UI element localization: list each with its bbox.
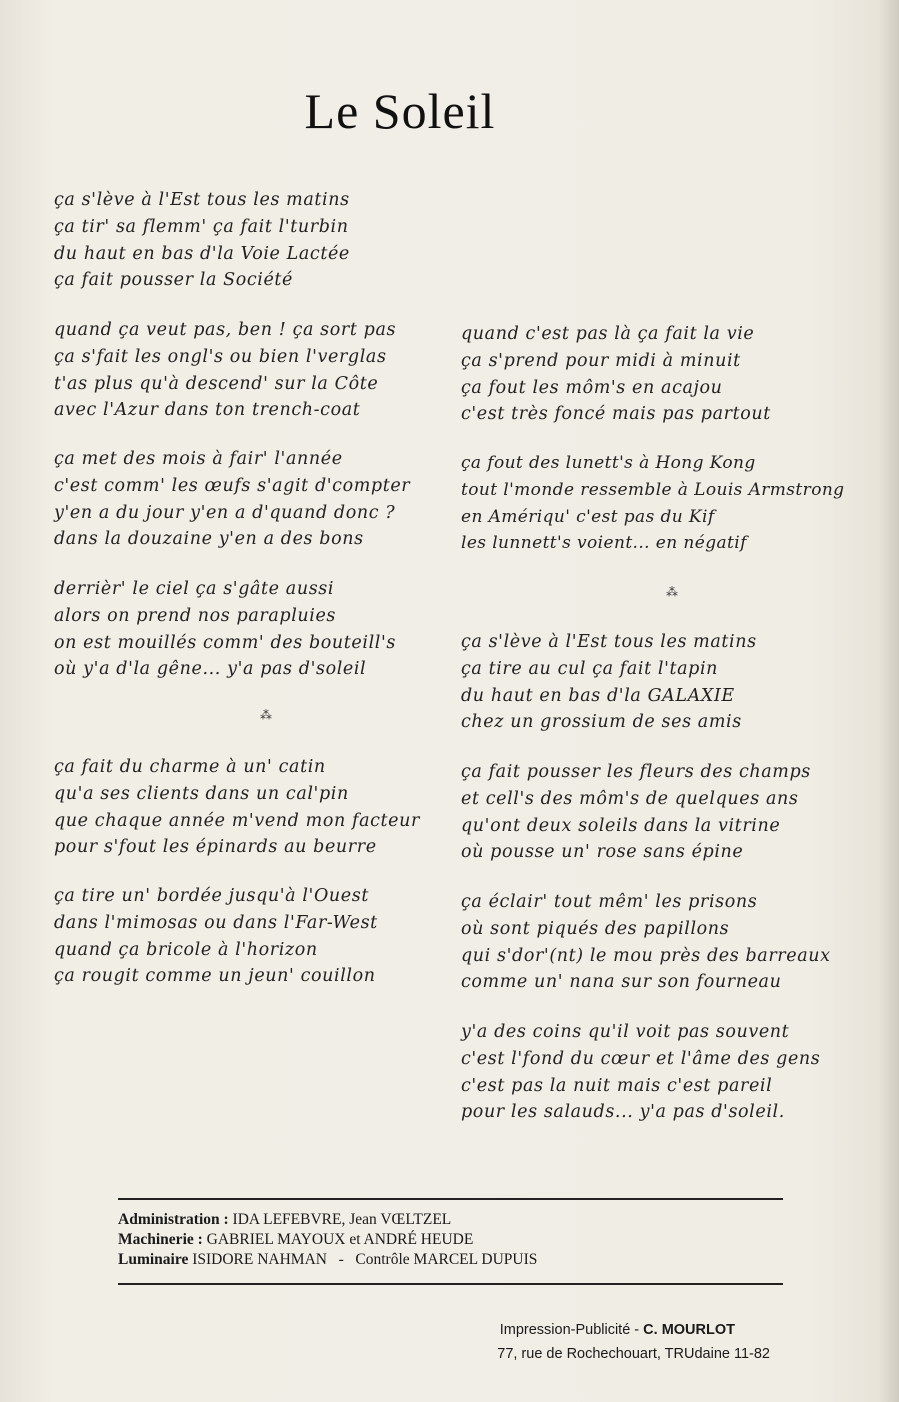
verse-line: ça met des mois à fair' l'année [54, 449, 343, 469]
verse-line: ça tire au cul ça fait l'tapin [461, 658, 719, 679]
verse-line: qui s'dor'(nt) le mou près des barreaux [461, 945, 831, 966]
credits-label: Contrôle [355, 1251, 410, 1268]
verse-line: ça tir' sa flemm' ça fait l'turbin [54, 216, 349, 237]
credits-top-rule [118, 1198, 783, 1200]
page-title: Le Soleil [304, 83, 496, 139]
verse-line: qu'a ses clients dans un cal'pin [54, 783, 349, 804]
printer-phone: TRUdaine 11-82 [664, 1346, 770, 1362]
credits-names: IDA LEFEBVRE, Jean VŒLTZEL [232, 1211, 452, 1228]
verse-line: t'as plus qu'à descend' sur la Côte [54, 373, 379, 394]
verse-line: ça s'lève à l'Est tous les matins [54, 190, 350, 210]
stanza-right-4 [461, 759, 811, 866]
verse-line: et cell's des môm's de quelques ans [461, 788, 799, 809]
verse-line: pour s'fout les épinards au beurre [54, 837, 377, 858]
verse-line: ça fait pousser la Société [54, 270, 294, 291]
verse-line: ça s'lève à l'Est tous les matins [461, 632, 757, 652]
verse-line: ça s'fait les ongl's ou bien l'verglas [54, 346, 387, 367]
verse-line: on est mouillés comm' des bouteill's [54, 632, 396, 653]
printer-address: 77, rue de Rochechouart, [497, 1346, 661, 1362]
verse-line: derrièr' le ciel ça s'gâte aussi [54, 579, 335, 599]
printer-line-2 [0, 1342, 770, 1366]
stanza-right-2 [461, 450, 844, 557]
verse-line: quand c'est pas là ça fait la vie [461, 324, 755, 344]
asterism-separator: ⁂ [260, 708, 272, 722]
credits-bottom-rule [118, 1283, 783, 1285]
verse-line: en Amériqu' c'est pas du Kif [461, 506, 715, 527]
verse-line: qu'ont deux soleils dans la vitrine [461, 815, 781, 836]
verse-line: y'en a du jour y'en a d'quand donc ? [54, 502, 396, 523]
verse-line: c'est très foncé mais pas partout [461, 404, 771, 425]
verse-line: dans l'mimosas ou dans l'Far-West [54, 912, 378, 933]
verse-line: que chaque année m'vend mon facteur [54, 810, 420, 831]
asterism-separator: ⁂ [666, 585, 678, 599]
verse-line: les lunnett's voient... en négatif [461, 533, 747, 554]
printer-label: Impression-Publicité - [499, 1322, 640, 1338]
verse-line: c'est pas la nuit mais c'est pareil [461, 1075, 773, 1096]
verse-line: ça fait pousser les fleurs des champs [461, 762, 811, 782]
verse-line: ça fout les môm's en acajou [461, 377, 723, 398]
stanza-right-5 [461, 889, 831, 996]
verse-line: où y'a d'la gêne... y'a pas d'soleil [54, 659, 367, 680]
credits-label: Luminaire [118, 1251, 189, 1268]
stanza-left-6 [54, 883, 378, 990]
printer-name: C. MOURLOT [643, 1322, 735, 1338]
stanza-left-3 [54, 446, 410, 553]
printer-line-1 [0, 1318, 735, 1342]
verse-line: ça fout des lunett's à Hong Kong [461, 453, 756, 473]
verse-line: y'a des coins qu'il voit pas souvent [461, 1022, 790, 1042]
verse-line: ça fait du charme à un' catin [54, 757, 326, 777]
credits-luminaire [118, 1250, 537, 1270]
verse-line: pour les salauds... y'a pas d'soleil. [461, 1102, 785, 1123]
credits-names: MARCEL DUPUIS [413, 1251, 538, 1268]
stanza-left-4 [54, 576, 396, 683]
verse-line: du haut en bas d'la GALAXIE [461, 685, 735, 706]
verse-line: où sont piqués des papillons [461, 918, 730, 939]
verse-line: ça tire un' bordée jusqu'à l'Ouest [54, 886, 369, 906]
stanza-left-1 [54, 187, 350, 294]
credits-dash: - [338, 1251, 344, 1268]
verse-line: comme un' nana sur son fourneau [461, 972, 782, 993]
verse-line: quand ça bricole à l'horizon [54, 939, 318, 960]
verse-line: ça s'prend pour midi à minuit [461, 350, 741, 371]
credits-names: GABRIEL MAYOUX et ANDRÉ HEUDE [206, 1231, 474, 1248]
credits-block [118, 1210, 537, 1270]
verse-line: chez un grossium de ses amis [461, 712, 742, 733]
credits-label: Machinerie : [118, 1231, 203, 1248]
stanza-right-6 [461, 1019, 820, 1126]
verse-line: tout l'monde ressemble à Louis Armstrong [461, 479, 845, 500]
stanza-right-3 [461, 629, 757, 736]
verse-line: quand ça veut pas, ben ! ça sort pas [54, 320, 397, 340]
verse-line: du haut en bas d'la Voie Lactée [54, 243, 350, 264]
stanza-left-5 [54, 754, 420, 861]
credits-label: Administration : [118, 1211, 229, 1228]
stanza-left-2 [54, 317, 396, 424]
page-edge-shadow [879, 0, 899, 1402]
credits-machinerie [118, 1230, 537, 1250]
verse-line: c'est l'fond du cœur et l'âme des gens [461, 1048, 821, 1069]
stanza-right-1 [461, 321, 771, 428]
verse-line: où pousse un' rose sans épine [461, 842, 744, 863]
verse-line: dans la douzaine y'en a des bons [54, 529, 364, 550]
verse-line: ça éclair' tout mêm' les prisons [461, 892, 758, 912]
credits-names: ISIDORE NAHMAN [192, 1251, 327, 1268]
verse-line: c'est comm' les œufs s'agit d'compter [54, 475, 411, 496]
credits-administration [118, 1210, 537, 1230]
verse-line: alors on prend nos parapluies [54, 605, 336, 626]
verse-line: avec l'Azur dans ton trench-coat [54, 400, 361, 421]
verse-line: ça rougit comme un jeun' couillon [54, 966, 376, 987]
